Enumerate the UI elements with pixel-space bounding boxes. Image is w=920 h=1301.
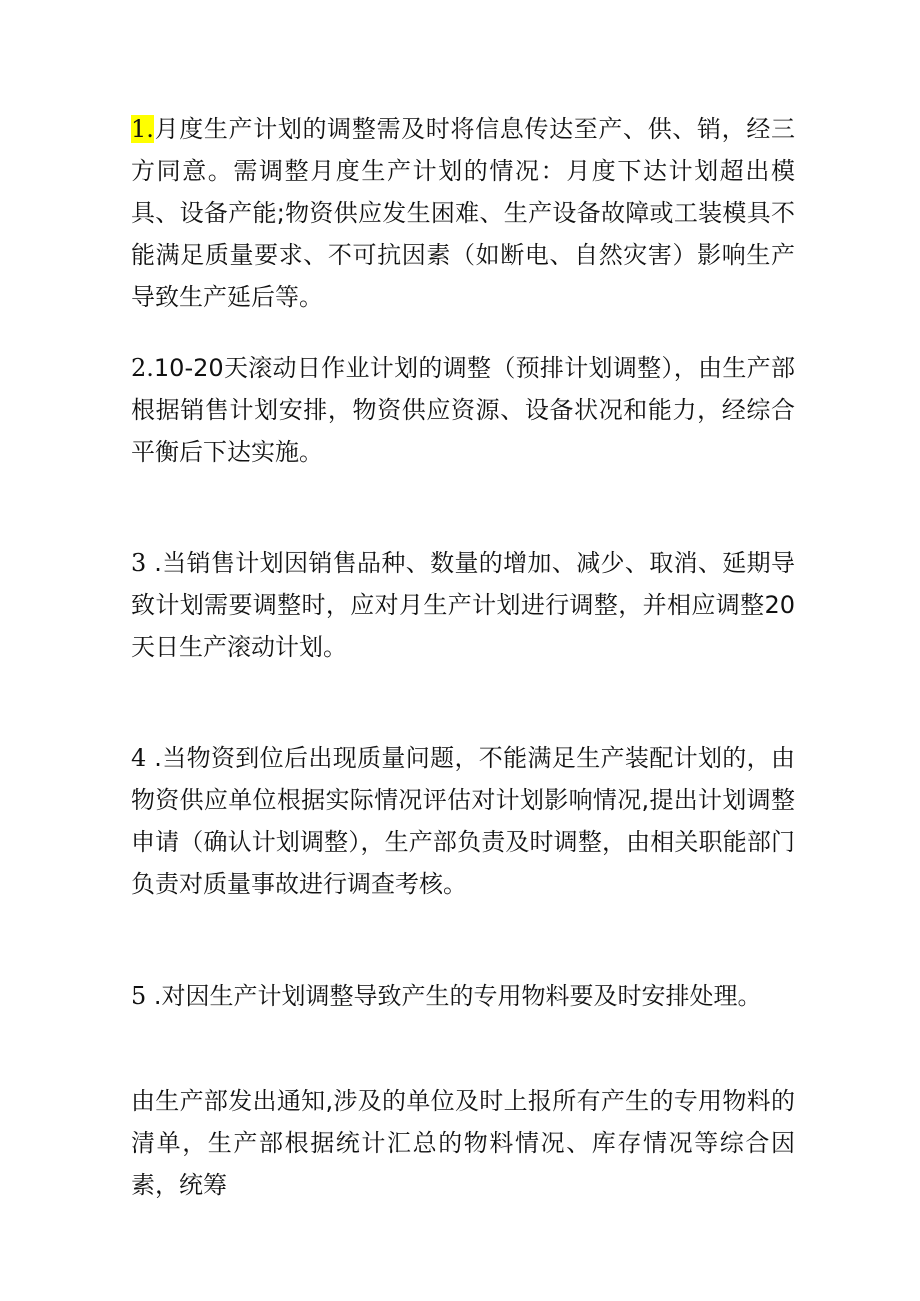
paragraph-number: 5	[131, 982, 147, 1010]
paragraph-number: 4	[131, 744, 147, 772]
paragraph-text: 10-20天滚动日作业计划的调整（预排计划调整），由生产部根据销售计划安排，物资供应资源、设备状况和能力，经综合平衡后下达实施。	[131, 354, 795, 466]
paragraph-4	[131, 737, 795, 905]
paragraph-text: .当销售计划因销售品种、数量的增加、减少、取消、延期导致计划需要调整时，应对月生产计划进行调整，并相应调整20天日生产滚动计划。	[131, 549, 795, 661]
paragraph-3	[131, 542, 795, 668]
paragraph-text: .当物资到位后出现质量问题，不能满足生产装配计划的，由物资供应单位根据实际情况评估对计划影响情况,提出计划调整申请（确认计划调整），生产部负责及时调整，由相关职能部门负责对质量事故进行调查考核。	[131, 744, 795, 898]
paragraph-text: 由生产部发出通知,涉及的单位及时上报所有产生的专用物料的清单，生产部根据统计汇总的物料情况、库存情况等综合因素，统筹	[131, 1087, 795, 1199]
paragraph-6	[131, 1080, 795, 1206]
paragraph-text: 月度生产计划的调整需及时将信息传达至产、供、销，经三方同意。需调整月度生产计划的情况：月度下达计划超出模具、设备产能;物资供应发生困难、生产设备故障或工装模具不能满足质量要求、不可抗因素（如断电、自然灾害）影响生产导致生产延后等。	[131, 115, 795, 311]
paragraph-2	[131, 347, 795, 473]
paragraph-text: .对因生产计划调整导致产生的专用物料要及时安排处理。	[146, 982, 762, 1010]
paragraph-number: 2.	[131, 354, 154, 382]
paragraph-1	[131, 108, 795, 318]
paragraph-5	[131, 975, 795, 1017]
paragraph-number-highlighted: 1.	[131, 115, 154, 143]
paragraph-number: 3	[131, 549, 147, 577]
